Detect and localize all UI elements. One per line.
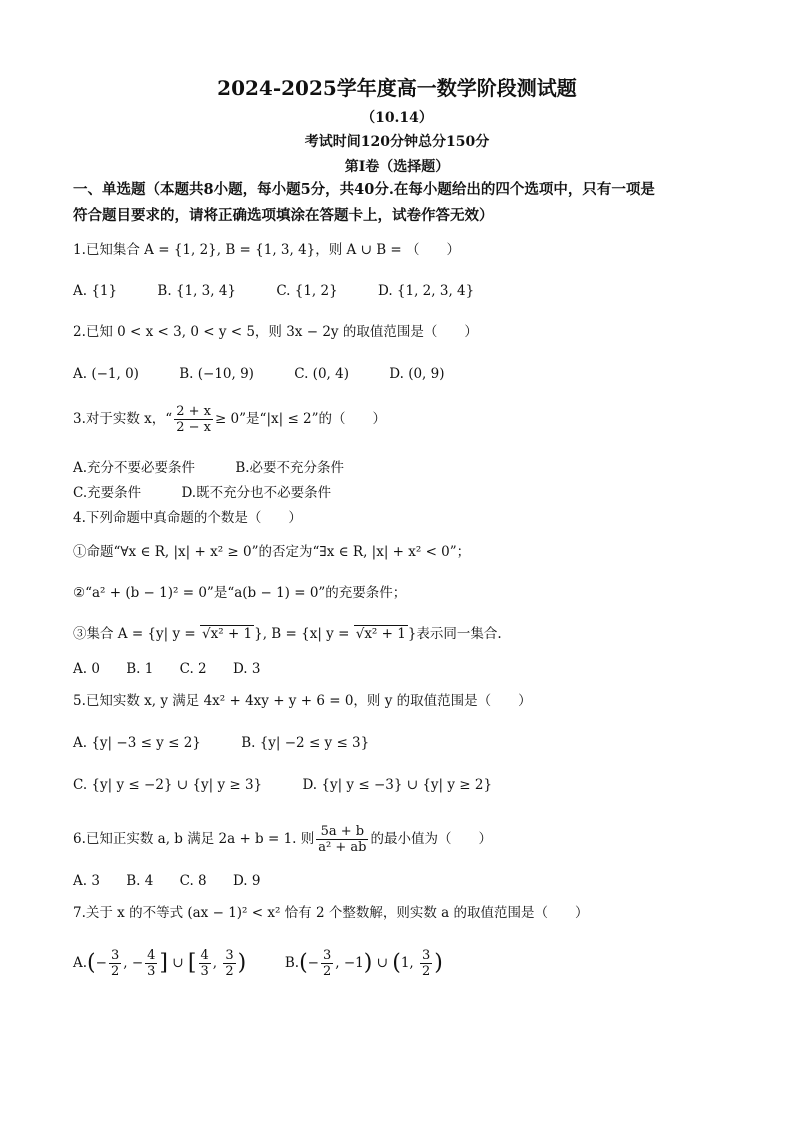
- q4-s3-radicand1: x² + 1: [210, 626, 253, 642]
- q4-statement-1: ①命题“∀x ∈ R, |x| + x² ≥ 0”的否定为“∃x ∈ R, |x| + x² < 0”；: [73, 544, 471, 560]
- q4-option-a: A. 0: [73, 661, 100, 677]
- q4-statement-2: ②“a² + (b − 1)² = 0”是“a(b − 1) = 0”的充要条件；: [73, 585, 407, 601]
- q7-a-frac4: [223, 948, 235, 979]
- exam-info: 考试时间120分钟总分150分: [304, 134, 490, 150]
- q7-a-frac4-den: 2: [225, 964, 234, 979]
- q7-a-frac1-num: 3: [110, 948, 120, 963]
- q4-s3-part3: }表示同一集合.: [407, 626, 502, 642]
- section-heading-line1: 一、单选题（本题共8小题，每小题5分，共40分.在每小题给出的四个选项中，只有一项是: [73, 181, 655, 198]
- q3-option-d: D.既不充分也不必要条件: [181, 485, 332, 501]
- q3-options-row2: [73, 483, 353, 503]
- q4-statement-3: [73, 624, 502, 644]
- q3-option-b: B.必要不充分条件: [235, 460, 345, 476]
- q4-options: [73, 659, 282, 679]
- volume-label: 第I卷（选择题）: [344, 159, 450, 175]
- q7-a-frac3: [199, 948, 211, 979]
- q1-option-b: B. {1, 3, 4}: [157, 283, 237, 299]
- q6-stem: [73, 824, 492, 855]
- q6-fraction: [316, 824, 368, 855]
- q3-frac-numerator: 2 + x: [176, 404, 211, 419]
- q5-option-a: A. {y| −3 ≤ y ≤ 2}: [73, 735, 201, 751]
- q2-option-a: A. (−1, 0): [73, 366, 139, 382]
- q2-stem: 2.已知 0 < x < 3, 0 < y < 5，则 3x − 2y 的取值范围是（ ）: [73, 324, 478, 340]
- q5-options-row2: [73, 775, 514, 795]
- q7-option-a-label: A.: [73, 955, 88, 971]
- q5-option-d: D. {y| y ≤ −3} ∪ {y| y ≥ 2}: [302, 777, 493, 793]
- q4-option-c: C. 2: [179, 661, 207, 677]
- q7-a-frac2: [145, 948, 157, 979]
- q4-s3-part1: ③集合 A = {y| y =: [73, 626, 201, 642]
- q2-option-b: B. (−10, 9): [179, 366, 254, 382]
- q6-options: [73, 871, 282, 891]
- q7-a-frac3-num: 4: [200, 948, 209, 963]
- q1-option-d: D. {1, 2, 3, 4}: [378, 283, 475, 299]
- q3-fraction: [174, 404, 213, 435]
- q4-option-b: B. 1: [126, 661, 154, 677]
- q7-option-a: A.(− $\frac{3}{2}$ , − $\frac{4}{3}$ ] ∪ [ $\frac{4}{3}$ , $\frac{3}{2}$ ): [73, 948, 247, 979]
- exam-date: （10.14）: [361, 110, 433, 126]
- q3-stem-part2: ≥ 0”是“|x| ≤ 2”的（ ）: [214, 411, 387, 427]
- q3-stem: [73, 404, 386, 435]
- q6-option-d: D. 9: [232, 873, 261, 889]
- q5-options-row1: [73, 733, 391, 753]
- q7-b-frac1: [321, 948, 333, 979]
- q7-a-frac3-den: 3: [200, 964, 209, 979]
- q2-option-c: C. (0, 4): [294, 366, 349, 382]
- q6-stem-part1: 6.已知正实数 a, b 满足 2a + b = 1. 则: [73, 831, 315, 847]
- q7-b-frac2: [420, 948, 432, 979]
- q3-option-c: C.充要条件: [73, 485, 142, 501]
- q7-options: [73, 948, 443, 979]
- q1-stem: 1.已知集合 A = {1, 2}, B = {1, 3, 4}，则 A ∪ B = （ ）: [73, 242, 461, 258]
- q7-stem: 7.关于 x 的不等式 (ax − 1)² < x² 恰有 2 个整数解，则实数 a 的取值范围是（ ）: [73, 905, 589, 921]
- q5-option-b: B. {y| −2 ≤ y ≤ 3}: [241, 735, 370, 751]
- q5-option-c: C. {y| y ≤ −2} ∪ {y| y ≥ 3}: [73, 777, 263, 793]
- q7-b-frac1-num: 3: [322, 948, 332, 963]
- q7-b-frac2-den: 2: [422, 964, 431, 979]
- q3-options-row1: [73, 458, 366, 478]
- q7-b-frac2-num: 3: [422, 948, 431, 963]
- q7-a-frac1: [109, 948, 121, 979]
- q6-stem-part2: 的最小值为（ ）: [370, 831, 492, 847]
- q4-s3-radicand2: x² + 1: [364, 626, 406, 642]
- q4-stem: 4.下列命题中真命题的个数是（ ）: [73, 510, 302, 526]
- q6-option-a: A. 3: [73, 873, 100, 889]
- q7-option-b: B.(− $\frac{3}{2}$ , −1) ∪ (1, $\frac{3}{2}$ ): [284, 948, 443, 979]
- q2-option-d: D. (0, 9): [389, 366, 445, 382]
- q1-option-a: A. {1}: [73, 283, 118, 299]
- q4-s3-radical2: √x² + 1: [355, 626, 406, 642]
- q7-a-frac2-num: 4: [147, 948, 156, 963]
- q3-frac-denominator: 2 − x: [176, 420, 211, 435]
- q4-option-d: D. 3: [232, 661, 261, 677]
- q7-option-b-label: B.: [284, 955, 300, 971]
- exam-title: 2024-2025学年度高一数学阶段测试题: [217, 76, 577, 100]
- q3-option-a: A.充分不要必要条件: [73, 460, 196, 476]
- section-heading-line2: 符合题目要求的，请将正确选项填涂在答题卡上，试卷作答无效）: [73, 207, 494, 224]
- q6-option-b: B. 4: [126, 873, 154, 889]
- q7-b-frac1-den: 2: [322, 964, 332, 979]
- q1-options: [73, 281, 496, 301]
- q7-a-frac1-den: 2: [110, 964, 120, 979]
- q4-s3-radical1: √x² + 1: [202, 626, 253, 642]
- q3-stem-part1: 3.对于实数 x，“: [73, 411, 173, 427]
- q7-a-frac4-num: 3: [225, 948, 234, 963]
- q4-s3-part2: }, B = {x| y =: [254, 626, 354, 642]
- q6-frac-numerator: 5a + b: [316, 824, 368, 840]
- q5-stem: 5.已知实数 x, y 满足 4x² + 4xy + y + 6 = 0，则 y 的取值范围是（ ）: [73, 693, 532, 709]
- q1-option-c: C. {1, 2}: [276, 283, 338, 299]
- q6-frac-denominator: a² + ab: [318, 840, 367, 855]
- q7-a-frac2-den: 3: [147, 964, 156, 979]
- q6-option-c: C. 8: [179, 873, 207, 889]
- q2-options: [73, 364, 467, 384]
